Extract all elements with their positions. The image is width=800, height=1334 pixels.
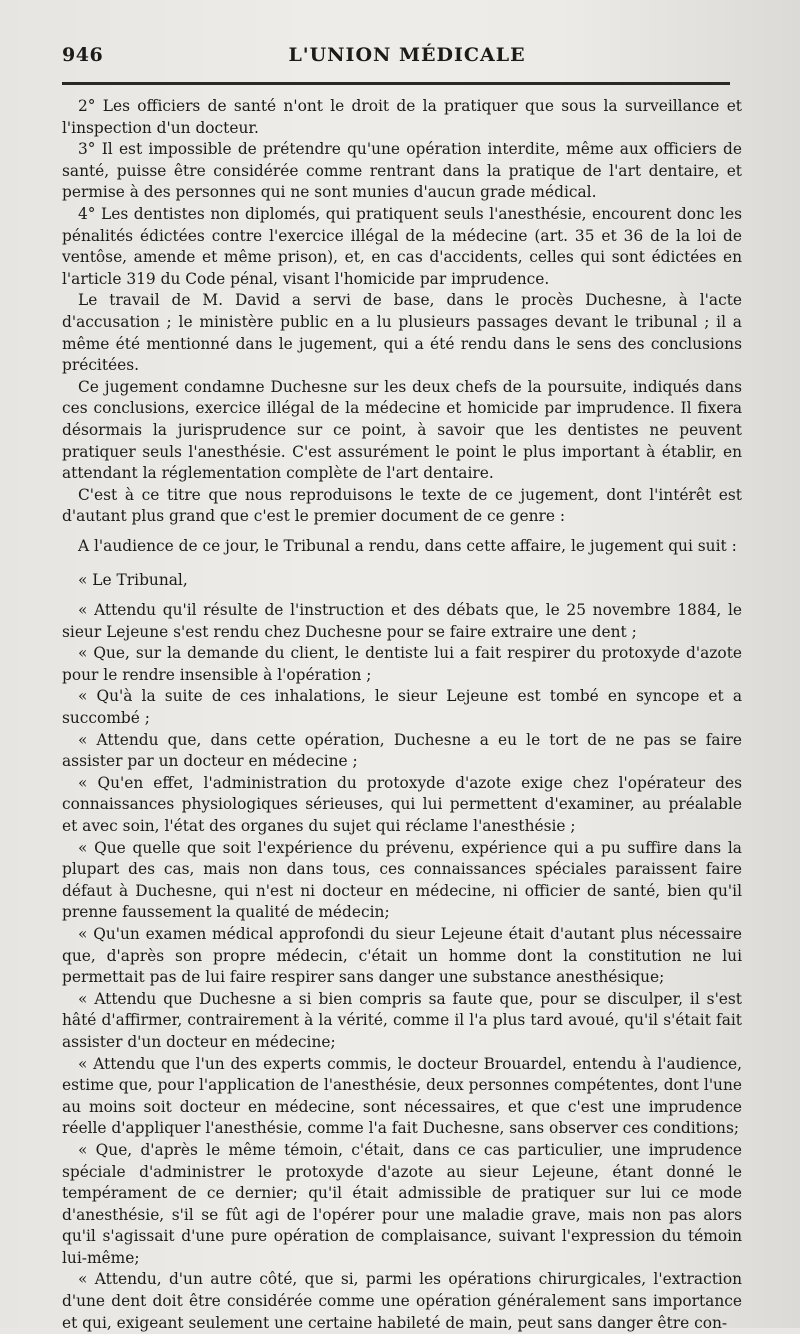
paragraph: « Que, d'après le même témoin, c'était, dans ce cas particulier, une imprudence spéciale d'administrer le protoxyde d'azote au sieur Lejeune, étant donné le tempérament de ce dernier; qu'il était admissible de pratiquer sur lui ce mode d'anesthésie, s'il se fût agi de l'opérer pour une maladie grave, mais non pas alors qu'il s'agissait d'une pure opération de complaisance, suivant l'expression du témoin lui-même; [62, 1140, 742, 1267]
page-number: 946 [62, 44, 104, 66]
paragraph: « Attendu que Duchesne a si bien compris sa faute que, pour se disculper, il s'est hâté d'affirmer, contrairement à la vérité, comme il l'a plus tard avoué, qu'il s'était fait assister d'un docteur en médecine; [62, 989, 742, 1051]
paragraph: 2° Les officiers de santé n'ont le droit de la pratiquer que sous la surveillance et l'inspection d'un docteur. [62, 97, 742, 137]
paragraph: Ce jugement condamne Duchesne sur les deux chefs de la poursuite, indiqués dans ces conclusions, exercice illégal de la médecine et homicide par imprudence. Il fixera désormais la jurisprudence sur ce point, à savoir que les dentistes ne peuvent pratiquer seuls l'anesthésie. C'est assurément le point le plus important à établir, en attendant la réglementation complète de l'art dentaire. [62, 377, 742, 483]
paragraph: « Le Tribunal, [78, 571, 188, 590]
paragraph: « Attendu qu'il résulte de l'instruction et des débats que, le 25 novembre 1884, le sieur Lejeune s'est rendu chez Duchesne pour se faire extraire une dent ; [62, 601, 742, 641]
paragraph: C'est à ce titre que nous reproduisons le texte de ce jugement, dont l'intérêt est d'autant plus grand que c'est le premier document de ce genre : [62, 485, 742, 526]
page-header [62, 44, 732, 74]
paragraph: « Qu'en effet, l'administration du protoxyde d'azote exige chez l'opérateur des connaissances physiologiques sérieuses, qui lui permettent d'examiner, au préalable et avec soin, l'état des organes du sujet qui réclame l'anesthésie ; [62, 773, 742, 835]
header-rule [62, 82, 730, 85]
paragraph: « Attendu que, dans cette opération, Duchesne a eu le tort de ne pas se faire assister par un docteur en médecine ; [62, 730, 742, 771]
paragraph: 4° Les dentistes non diplomés, qui pratiquent seuls l'anesthésie, encourent donc les pénalités édictées contre l'exercice illégal de la médecine (art. 35 et 36 de la loi de ventôse, amende et même prison), et, en cas d'accidents, celles qui sont édictées en l'article 319 du Code pénal, visant l'homicide par imprudence. [62, 204, 742, 288]
article-body [62, 96, 742, 1334]
paragraph: « Que, sur la demande du client, le dentiste lui a fait respirer du protoxyde d'azote pour le rendre insensible à l'opération ; [62, 644, 742, 684]
paragraph: « Attendu que l'un des experts commis, le docteur Brouardel, entendu à l'audience, estime que, pour l'application de l'anesthésie, deux personnes compétentes, dont l'une au moins soit docteur en médecine, sont nécessaires, et que c'est une imprudence réelle d'appliquer l'anesthésie, comme l'a fait Duchesne, sans observer ces conditions; [62, 1054, 742, 1138]
paragraph: A l'audience de ce jour, le Tribunal a rendu, dans cette affaire, le jugement qui suit : [78, 536, 737, 555]
paragraph: « Qu'un examen médical approfondi du sieur Lejeune était d'autant plus nécessaire que, d'après son propre médecin, c'était un homme dont la constitution ne lui permettait pas de lui faire respirer sans danger une substance anesthésique; [62, 924, 742, 987]
paragraph: 3° Il est impossible de prétendre qu'une opération interdite, même aux officiers de santé, puisse être considérée comme rentrant dans la pratique de l'art dentaire, et permise à des personnes qui ne sont munies d'aucun grade médical. [62, 140, 742, 202]
paragraph: « Qu'à la suite de ces inhalations, le sieur Lejeune est tombé en syncope et a succombé ; [62, 687, 742, 728]
paragraph: Le travail de M. David a servi de base, dans le procès Duchesne, à l'acte d'accusation ; le ministère public en a lu plusieurs passages devant le tribunal ; il a même été mentionné dans le jugement, qui a été rendu dans le sens des conclusions précitées. [62, 291, 742, 375]
paragraph: « Attendu, d'un autre côté, que si, parmi les opérations chirurgicales, l'extraction d'une dent doit être considérée comme une opération généralement sans importance et qui, exigeant seulement une certaine habileté de main, peut sans danger être con- [62, 1270, 742, 1332]
journal-title: L'UNION MÉDICALE [288, 44, 526, 66]
paragraph: « Que quelle que soit l'expérience du prévenu, expérience qui a pu suffire dans la plupart des cas, mais non dans tous, ces connaissances spéciales paraissent faire défaut à Duchesne, qui n'est ni docteur en médecine, ni officier de santé, bien qu'il prenne faussement la qualité de médecin; [62, 838, 742, 922]
